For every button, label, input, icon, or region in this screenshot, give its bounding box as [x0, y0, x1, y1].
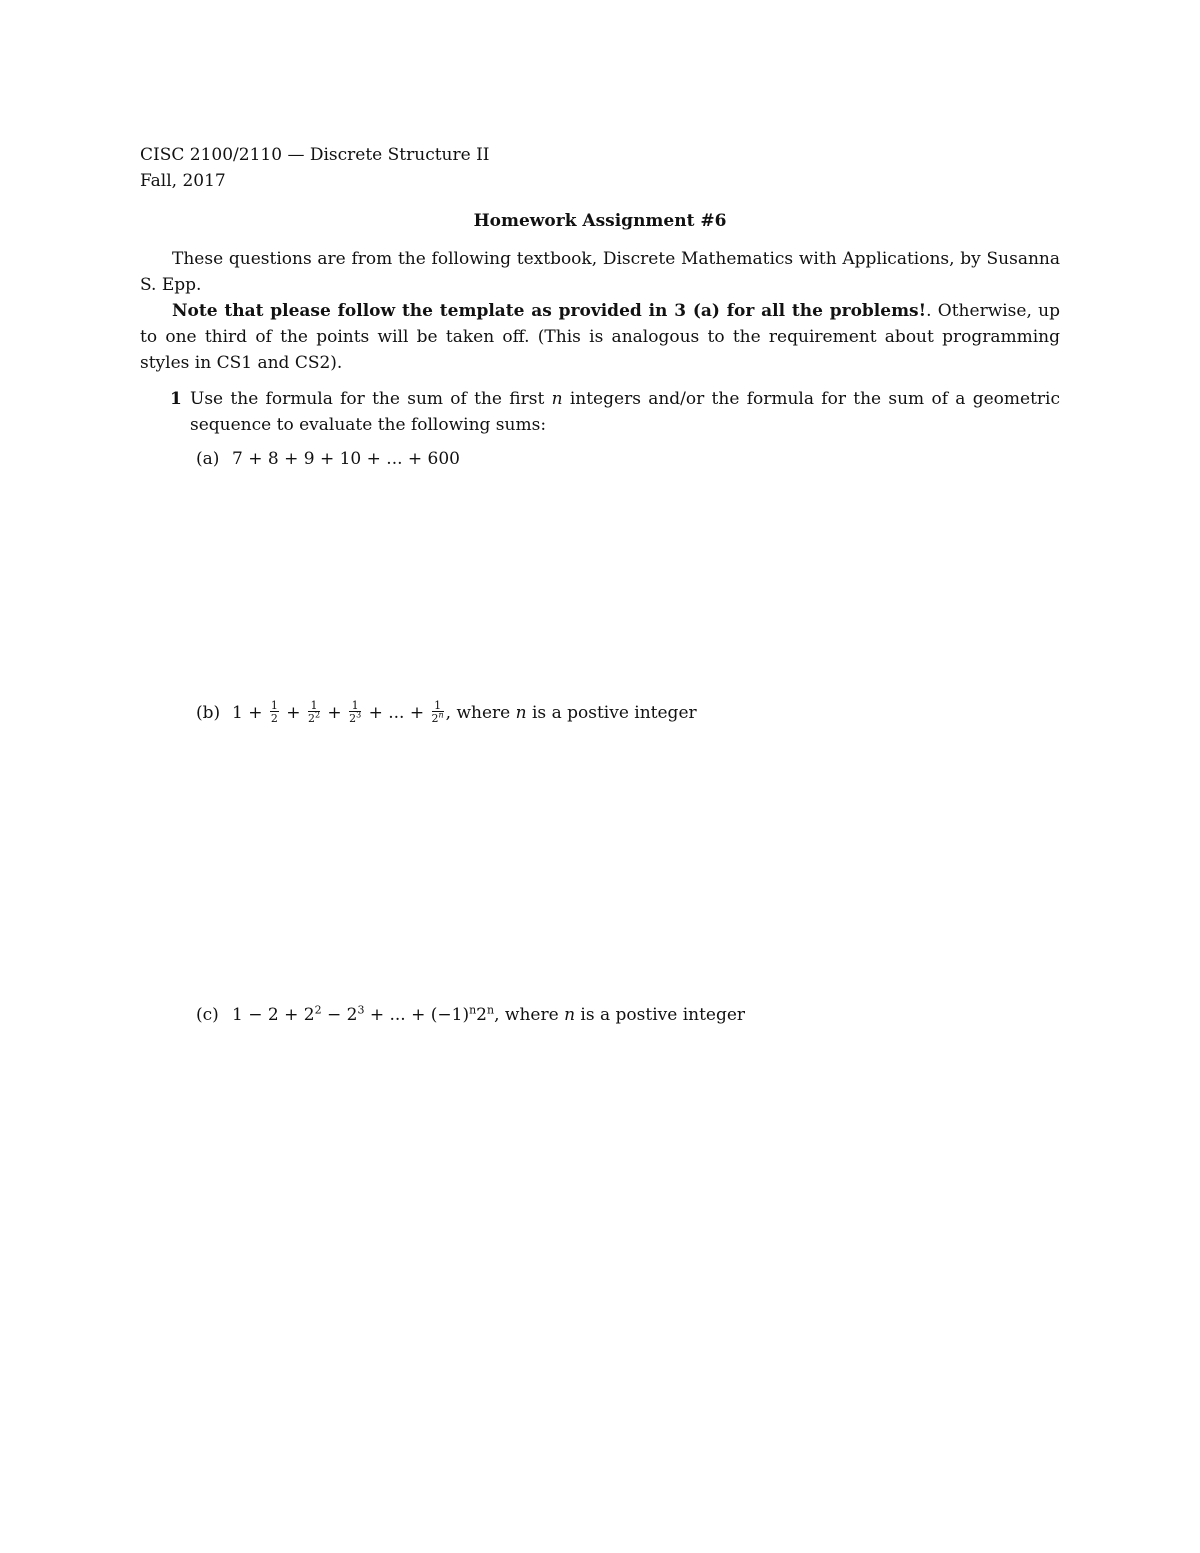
subpart-c-expression: $1 - 2 + 2^2 - 2^3$ + ... + $(-1)^n2^n$ [232, 1003, 495, 1025]
course-title: CISC 2100/2110 — Discrete Structure II [140, 145, 490, 165]
fraction: $\frac{1}{2^n}$ [431, 698, 444, 725]
note-rest-text: . Otherwise, up to one third of the points will be taken off. (This is analogous to the requirement about programming styles in CS1 and CS2). [140, 301, 1060, 373]
fraction: $\frac{1}{2}$ [270, 698, 278, 725]
subpart-b-expression: 1 + $\frac{1}{2}$ + $\frac{1}{2^2}$ + $\frac{1}{2^3}$ + ... + $\frac{1}{2^n}$ [232, 698, 444, 725]
note-paragraph [140, 298, 1060, 376]
subpart-a [140, 446, 1060, 472]
problem-text-after: integers and/or the formula for the sum of a geometric sequence to evaluate the following sums: [190, 389, 1060, 435]
note-bold-text: Note that please follow the template as provided in 3 (a) for all the problems! [172, 301, 927, 321]
subpart-a-expression: 7 + 8 + 9 + 10 + ... + 600 [232, 449, 460, 469]
subpart-label: (b) [196, 703, 221, 723]
fraction: $\frac{1}{2^2}$ [307, 698, 321, 725]
subpart-b-tail: is a postive integer [532, 703, 697, 723]
subpart-b-variable-n: n [515, 703, 527, 723]
problem-1 [140, 386, 1060, 438]
problem-text-before: Use the formula for the sum of the first [190, 389, 545, 409]
subpart-b-suffix: , where [445, 703, 511, 723]
problem-number: 1 [170, 389, 182, 409]
subpart-c-tail: is a postive integer [580, 1005, 746, 1025]
subpart-b [140, 700, 1060, 726]
document-page [140, 142, 1060, 1028]
subpart-label: (c) [196, 1005, 219, 1025]
problem-variable-n: n [551, 389, 563, 409]
term: Fall, 2017 [140, 171, 226, 191]
subpart-c [140, 1002, 1060, 1028]
subpart-c-suffix: , where [494, 1005, 559, 1025]
subpart-label: (a) [196, 449, 220, 469]
intro-paragraph: These questions are from the following textbook, Discrete Mathematics with Applications, by Susanna S. Epp. [140, 249, 1060, 295]
fraction: $\frac{1}{2^3}$ [349, 698, 362, 725]
subpart-c-variable-n: n [564, 1005, 576, 1025]
page-title: Homework Assignment #6 [473, 211, 727, 231]
